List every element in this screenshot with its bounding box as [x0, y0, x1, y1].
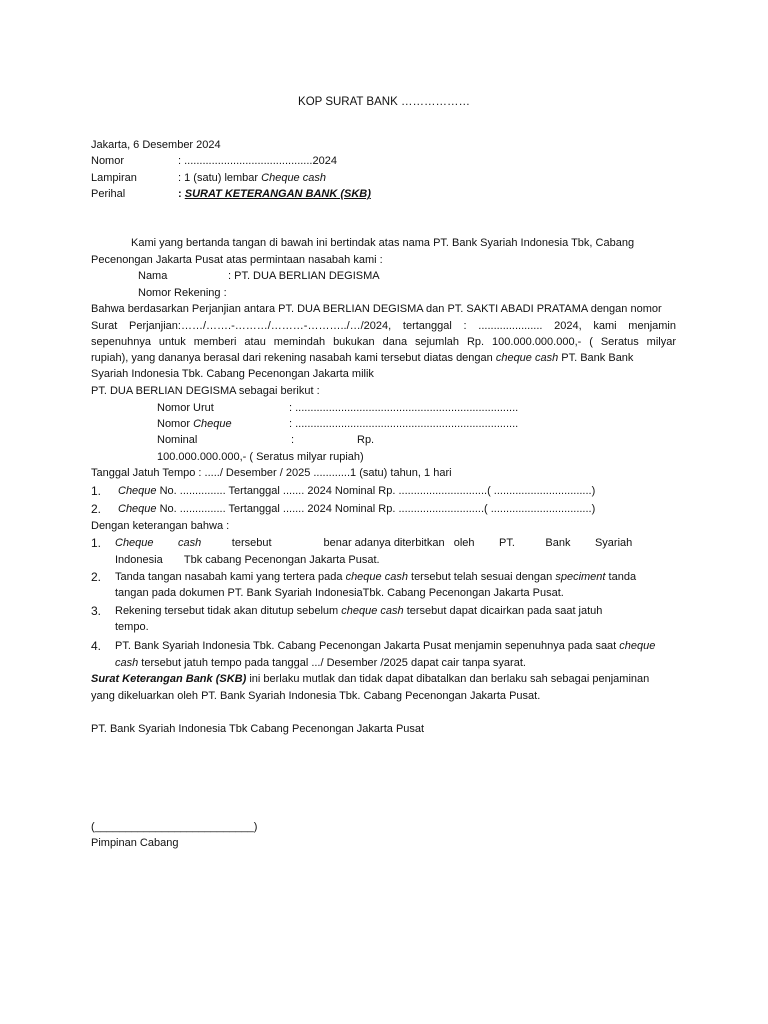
- keterangan-item-3-italic: cheque cash: [341, 605, 404, 617]
- cheque-item-2-num: 2.: [91, 502, 102, 516]
- nominal-amount: 100.000.000.000,- ( Seratus milyar rupiah): [157, 451, 364, 463]
- nomor-cheque-label: Nomor: [157, 418, 194, 430]
- rekening-row: Nomor Rekening :: [138, 287, 227, 299]
- nominal-colon: :: [291, 434, 295, 446]
- p1-line-4: [91, 350, 633, 367]
- nomor-cheque-value: : .........................................................................: [289, 418, 519, 430]
- nama-row: [138, 268, 380, 285]
- keterangan-item-2-text-b: tersebut telah sesuai dengan: [407, 571, 556, 583]
- perihal-colon: :: [178, 188, 185, 200]
- cheque-item-2-text: No. ............... Tertanggal ....... 2024 Nominal Rp. ............................( .................................): [156, 503, 596, 515]
- keterangan-item-4-line-2-italic: cash: [115, 657, 139, 669]
- intro-line-2: Pecenongan Jakarta Pusat atas permintaan nasabah kami :: [91, 254, 383, 266]
- cheque-item-2-italic: Cheque: [118, 503, 157, 515]
- cheque-item-1-italic: Cheque: [118, 485, 157, 497]
- keterangan-item-4-italic: cheque: [619, 640, 656, 652]
- keterangan-item-1-num: 1.: [91, 536, 102, 550]
- keterangan-item-2-num: 2.: [91, 570, 102, 584]
- keterangan-item-1-italic: Cheque cash: [115, 537, 202, 549]
- p1-line-2: Surat Perjanjian:……/…….-………/………-………../…/2024, tertanggal : ..................... 2024, kami menjamin: [91, 320, 676, 332]
- closing-line-2: yang dikeluarkan oleh PT. Bank Syariah Indonesia Tbk. Cabang Pecenongan Jakarta Pusat.: [91, 690, 541, 702]
- keterangan-item-4-line-2: [115, 655, 526, 672]
- place-date: Jakarta, 6 Desember 2024: [91, 139, 221, 151]
- nomor-urut-row: [157, 400, 518, 417]
- keterangan-item-3-text-a: Rekening tersebut tidak akan ditutup sebelum: [115, 605, 342, 617]
- intro-line-1: Kami yang bertanda tangan di bawah ini bertindak atas nama PT. Bank Syariah Indonesia Tbk, Cabang: [131, 237, 635, 249]
- keterangan-item-2-text-a: Tanda tangan nasabah kami yang tertera pada: [115, 571, 346, 583]
- nomor-urut-value: : .........................................................................: [289, 402, 519, 414]
- lampiran-value: : 1 (satu) lembar: [178, 172, 262, 184]
- nominal-label: Nominal: [157, 434, 198, 446]
- nomor-urut-label: Nomor Urut: [157, 402, 214, 414]
- closing-skb-label: Surat Keterangan Bank (SKB): [91, 673, 247, 685]
- nomor-cheque-row: [157, 416, 518, 433]
- closing-bank-name: PT. Bank Syariah Indonesia Tbk Cabang Pecenongan Jakarta Pusat: [91, 723, 425, 735]
- nama-label: Nama: [138, 270, 168, 282]
- keterangan-item-2-line-2: tangan pada dokumen PT. Bank Syariah IndonesiaTbk. Cabang Pecenongan Jakarta Pusat.: [115, 587, 564, 599]
- keterangan-item-2-text-c: tanda: [605, 571, 637, 583]
- jatuh-tempo: Tanggal Jatuh Tempo : ...../ Desember / 2025 ............1 (satu) tahun, 1 hari: [91, 467, 452, 479]
- letterhead-title: KOP SURAT BANK ………………: [298, 96, 470, 108]
- signatory-title: Pimpinan Cabang: [91, 837, 179, 849]
- keterangan-item-1-line-1: tersebut benar adanya diterbitkan oleh PT. Bank Syariah: [201, 537, 633, 549]
- p1-line-5: Syariah Indonesia Tbk. Cabang Pecenongan Jakarta milik: [91, 368, 374, 380]
- keterangan-item-4-line-2-text: tersebut jatuh tempo pada tanggal .../ Desember /2025 dapat cair tanpa syarat.: [138, 657, 526, 669]
- nominal-rp: Rp.: [357, 434, 375, 446]
- keterangan-item-3-text-b: tersebut dapat dicairkan pada saat jatuh: [403, 605, 603, 617]
- p1-line-4-tail: PT. Bank Bank: [558, 352, 634, 364]
- perihal-value: SURAT KETERANGAN BANK (SKB): [184, 188, 371, 200]
- nama-value: : PT. DUA BERLIAN DEGISMA: [228, 270, 380, 282]
- keterangan-item-2-italic-1: cheque cash: [345, 571, 408, 583]
- closing-line-1-text: ini berlaku mutlak dan tidak dapat dibatalkan dan berlaku sah sebagai penjaminan: [246, 673, 650, 685]
- p1-line-3: sepenuhnya untuk memberi atau memindah bukukan dana sejumlah Rp. 100.000.000.000,- ( Seratus milyar: [91, 336, 676, 348]
- p1-line-4-text: rupiah), yang dananya berasal dari rekening nasabah kami tersebut diatas dengan: [91, 352, 496, 364]
- cheque-item-1-text: No. ............... Tertanggal ....... 2024 Nominal Rp. .............................( ................................): [156, 485, 596, 497]
- lampiran-label: Lampiran: [91, 172, 137, 184]
- keterangan-intro: Dengan keterangan bahwa :: [91, 520, 230, 532]
- p1-line-6: PT. DUA BERLIAN DEGISMA sebagai berikut :: [91, 385, 320, 397]
- perihal-label: Perihal: [91, 188, 126, 200]
- keterangan-item-1-line-2: Indonesia Tbk cabang Pecenongan Jakarta Pusat.: [115, 554, 380, 566]
- nomor-value: : ..........................................2024: [178, 155, 337, 167]
- nomor-label: Nomor: [91, 155, 125, 167]
- p1-line-1: Bahwa berdasarkan Perjanjian antara PT. DUA BERLIAN DEGISMA dan PT. SAKTI ABADI PRATAMA dengan nomor: [91, 303, 662, 315]
- p1-line-4-italic: cheque cash: [495, 352, 559, 364]
- keterangan-item-2-italic-2: speciment: [555, 571, 606, 583]
- nomor-cheque-label-italic: Cheque: [193, 418, 232, 430]
- lampiran-row: [91, 170, 326, 187]
- nominal-row: [157, 432, 374, 449]
- keterangan-item-3-num: 3.: [91, 604, 102, 618]
- signature-line: (__________________________): [91, 821, 258, 833]
- closing-line-1: [91, 671, 649, 688]
- keterangan-item-3-line-2: tempo.: [115, 621, 149, 633]
- lampiran-italic: Cheque cash: [261, 172, 326, 184]
- keterangan-item-4-text-a: PT. Bank Syariah Indonesia Tbk. Cabang Pecenongan Jakarta Pusat menjamin sepenuhnya pada saat: [115, 640, 620, 652]
- cheque-item-1-num: 1.: [91, 484, 102, 498]
- keterangan-item-4-num: 4.: [91, 639, 102, 653]
- perihal-row: [91, 186, 371, 203]
- nomor-row: [91, 153, 337, 170]
